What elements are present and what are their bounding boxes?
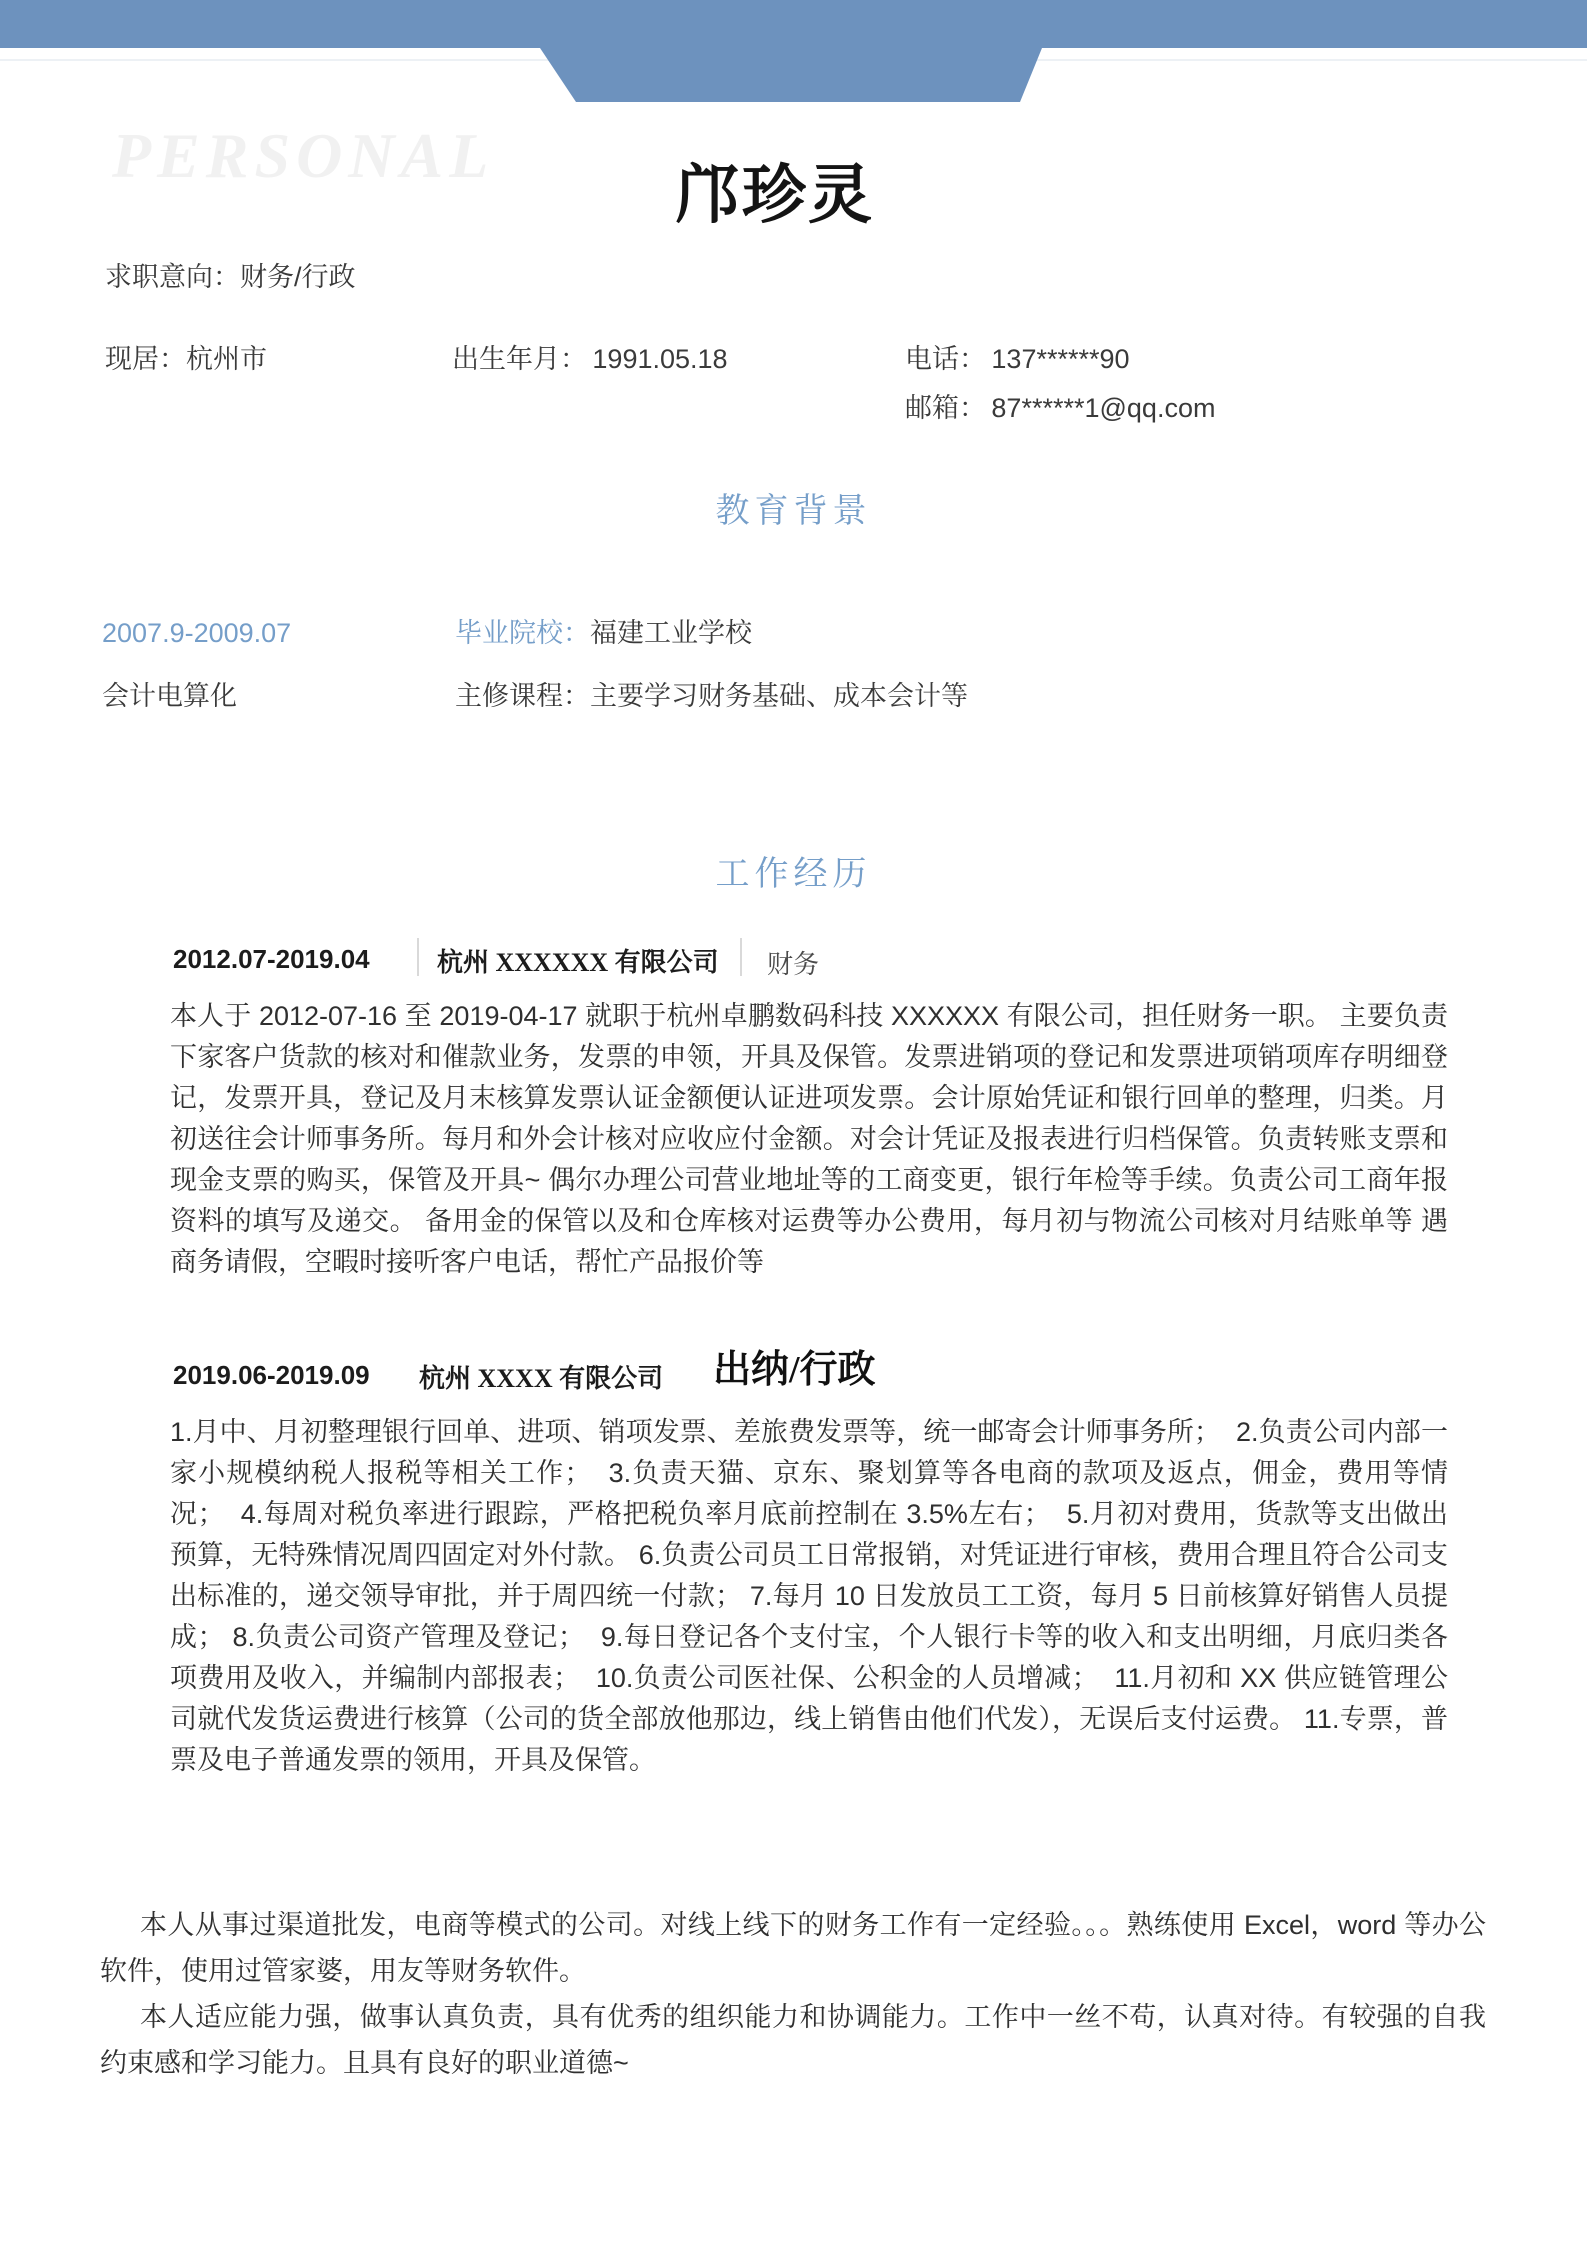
- education-school-field: [455, 616, 752, 650]
- residence-value: 杭州市: [186, 344, 267, 374]
- education-major: 会计电算化: [102, 681, 237, 711]
- email-value: 87******1@qq.com: [991, 393, 1216, 423]
- education-courses-label: 主修课程：: [455, 681, 590, 711]
- self-evaluation: [100, 1902, 1486, 2086]
- job1-company: 杭州 XXXXXX 有限公司: [437, 948, 719, 977]
- header-notch: [540, 48, 1042, 102]
- job2-role: 出纳/行政: [713, 1349, 876, 1391]
- birth-label: 出生年月：: [452, 344, 587, 374]
- job2-company: 杭州 XXXX 有限公司: [419, 1364, 664, 1393]
- job-intention-label: 求职意向：: [105, 262, 240, 292]
- job-intention-value: 财务/行政: [240, 262, 356, 292]
- personal-watermark: PERSONAL: [112, 120, 495, 191]
- education-school-label: 毕业院校：: [455, 618, 590, 648]
- phone-field: [905, 342, 1130, 376]
- residence-label: 现居：: [105, 344, 186, 374]
- self-evaluation-paragraph-1: 本人从事过渠道批发，电商等模式的公司。对线上线下的财务工作有一定经验。。。熟练使用 Excel，word 等办公软件，使用过管家婆，用友等财务软件。: [100, 1910, 1486, 1986]
- education-school-value: 福建工业学校: [590, 618, 752, 648]
- job1-description: 本人于 2012-07-16 至 2019-04-17 就职于杭州卓鹏数码科技 XXXXXX 有限公司，担任财务一职。 主要负责下家客户货款的核对和催款业务，发票的申领，开具及保管。发票进销项的登记和发票进项销项库存明细登记，发票开具，登记及月末核算发票认证金额便认证进项发票。会计原始凭证和银行回单的整理，归类。月初送往会计师事务所。每月和外会计核对应收应付金额。对会计凭证及报表进行归档保管。负责转账支票和现金支票的购买，保管及开具~ 偶尔办理公司营业地址等的工商变更，银行年检等手续。负责公司工商年报资料的填写及递交。 备用金的保管以及和仓库核对运费等办公费用，每月初与物流公司核对月结账单等 遇商务请假，空暇时接听客户电话，帮忙产品报价等: [170, 1001, 1448, 1277]
- education-section-title: 教育背景: [715, 492, 872, 530]
- email-field: [905, 391, 1215, 425]
- job1-period: 2012.07-2019.04: [173, 944, 370, 974]
- phone-label: 电话：: [905, 344, 986, 374]
- phone-value: 137******90: [991, 344, 1130, 374]
- email-label: 邮箱：: [905, 393, 986, 423]
- job1-role: 财务: [767, 949, 820, 979]
- birth-field: [452, 342, 728, 376]
- birth-value: 1991.05.18: [592, 344, 728, 374]
- self-evaluation-paragraph-2: 本人适应能力强，做事认真负责，具有优秀的组织能力和协调能力。工作中一丝不苟，认真对待。有较强的自我约束感和学习能力。且具有良好的职业道德~: [100, 2002, 1486, 2078]
- header-bar: [0, 0, 1587, 48]
- job1-divider-1: [417, 938, 419, 976]
- education-courses-value: 主要学习财务基础、成本会计等: [590, 681, 968, 711]
- residence-field: [105, 342, 267, 376]
- candidate-name: 邝珍灵: [676, 160, 874, 231]
- job-intention: [105, 260, 356, 294]
- education-courses-field: [455, 679, 968, 713]
- education-period: 2007.9-2009.07: [102, 618, 292, 648]
- candidate-name-row: [0, 158, 1550, 234]
- job1-divider-2: [740, 938, 742, 976]
- job2-period: 2019.06-2019.09: [173, 1360, 370, 1390]
- job2-description: 1.月中、月初整理银行回单、进项、销项发票、差旅费发票等，统一邮寄会计师事务所； 2.负责公司内部一家小规模纳税人报税等相关工作； 3.负责天猫、京东、聚划算等各电商的款项及返点，佣金，费用等情况； 4.每周对税负率进行跟踪，严格把税负率月底前控制在 3.5%左右； 5.月初对费用，货款等支出做出预算，无特殊情况周四固定对外付款。 6.负责公司员工日常报销，对凭证进行审核，费用合理且符合公司支出标准的，递交领导审批，并于周四统一付款； 7.每月 10 日发放员工工资，每月 5 日前核算好销售人员提成； 8.负责公司资产管理及登记； 9.每日登记各个支付宝，个人银行卡等的收入和支出明细，月底归类各项费用及收入，并编制内部报表； 10.负责公司医社保、公积金的人员增减； 11.月初和 XX 供应链管理公司就代发货运费进行核算（公司的货全部放他那边，线上销售由他们代发），无误后支付运费。 11.专票，普票及电子普通发票的领用，开具及保管。: [170, 1417, 1448, 1775]
- work-section-title: 工作经历: [715, 855, 872, 893]
